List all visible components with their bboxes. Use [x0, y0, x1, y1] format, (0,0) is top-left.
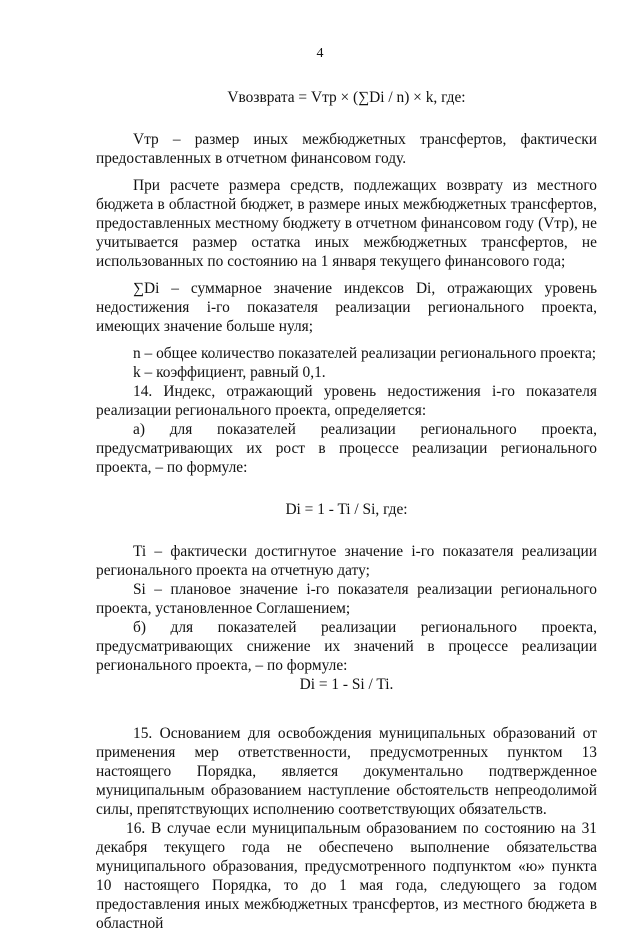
paragraph-14: 14. Индекс, отражающий уровень недостижения i-го показателя реализации регионального проекта, определяется:: [96, 383, 597, 419]
paragraph-k: k – коэффициент, равный 0,1.: [133, 364, 326, 381]
formula-di-a: Di = 1 - Ti / Si, где:: [285, 501, 408, 518]
paragraph-si: Si – плановое значение i-го показателя реализации регионального проекта, установленное Соглашением;: [96, 581, 597, 617]
paragraph-15: 15. Основанием для освобождения муниципальных образований от применения мер ответственности, предусмотренных пунктом 13 настоящего Порядка, является документально подтвержденное муниципальным образованием наступление обстоятельств непреодолимой силы, препятствующих исполнению соответствующих обязательств.: [96, 725, 597, 818]
formula-vozvrata: Vвозврата = Vтр × (∑Di / n) × k, где:: [227, 89, 466, 106]
page-number: 4: [316, 46, 324, 61]
paragraph-sum-di: ∑Di – суммарное значение индексов Di, отражающих уровень недостижения i-го показателя реализации регионального проекта, имеющих значение больше нуля;: [96, 280, 597, 335]
paragraph-ti: Ti – фактически достигнутое значение i-го показателя реализации регионального проекта на отчетную дату;: [96, 543, 597, 579]
paragraph-n: n – общее количество показателей реализации регионального проекта;: [133, 345, 597, 362]
paragraph-vtr: Vтр – размер иных межбюджетных трансфертов, фактически предоставленных в отчетном финансовом году.: [96, 131, 597, 167]
document-body: [96, 88, 597, 933]
paragraph-a: а) для показателей реализации регионального проекта, предусматривающих их рост в процессе реализации регионального проекта, – по формуле:: [96, 421, 597, 476]
paragraph-16: 16. В случае если муниципальным образованием по состоянию на 31 декабря текущего года не обеспечено выполнение обязательства муниципального образования, предусмотренного подпунктом «ю» пункта 10 настоящего Порядка, то до 1 мая года, следующего за годом предоставления иных межбюджетных трансфертов, из местного бюджета в областной: [96, 820, 597, 932]
paragraph-raschet: При расчете размера средств, подлежащих возврату из местного бюджета в областной бюджет, в размере иных межбюджетных трансфертов, предоставленных местному бюджету в отчетном финансовом году (Vтр), не учитывается размер остатка иных межбюджетных трансфертов, не использованных по состоянию на 1 января текущего финансового года;: [96, 177, 597, 270]
paragraph-b: б) для показателей реализации регионального проекта, предусматривающих снижение их значений в процессе реализации регионального проекта, – по формуле:: [96, 619, 597, 674]
formula-di-b: Di = 1 - Si / Ti.: [299, 676, 394, 693]
